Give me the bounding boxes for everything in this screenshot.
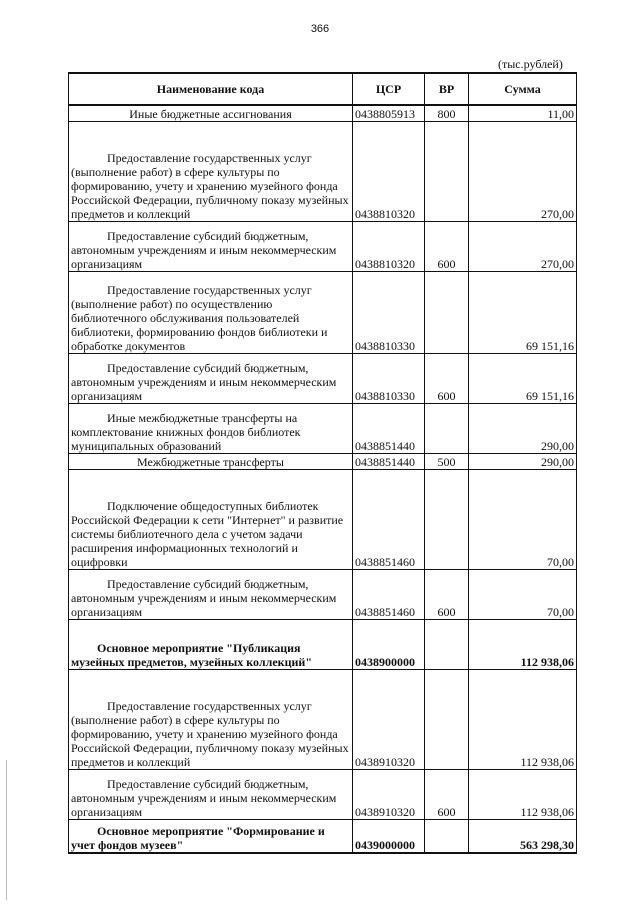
row-vr [425,403,469,453]
row-vr [425,469,469,569]
table-row [69,469,577,569]
table-row [69,121,577,221]
row-sum: 112 938,06 [469,669,577,769]
row-name [69,271,353,353]
row-vr: 600 [425,769,469,819]
row-name-text: Предоставление субсидий бюджетным, автономным учреждениям и иным некоммерческим организациям [71,576,337,619]
table-row [69,769,577,819]
header-sum: Сумма [469,73,577,105]
row-name-text: Основное мероприятие "Формирование и учет фондов музеев" [71,824,325,852]
row-csr: 0438851460 [353,569,425,619]
row-sum: 290,00 [469,403,577,453]
row-vr: 800 [425,105,469,121]
row-vr [425,619,469,669]
row-csr: 0438851440 [353,453,425,469]
row-sum: 112 938,06 [469,769,577,819]
row-name [69,403,353,453]
row-sum: 11,00 [469,105,577,121]
row-sum: 270,00 [469,221,577,271]
row-csr: 0438851460 [353,469,425,569]
row-name: Иные бюджетные ассигнования [69,105,353,121]
row-csr: 0438900000 [353,619,425,669]
row-csr: 0438851440 [353,403,425,453]
table-row [69,105,577,121]
row-name-text: Предоставление субсидий бюджетным, автономным учреждениям и иным некоммерческим организациям [71,360,337,403]
row-name [69,121,353,221]
row-name [69,819,353,853]
row-csr: 0439000000 [353,819,425,853]
row-name [69,619,353,669]
row-vr: 500 [425,453,469,469]
row-vr: 600 [425,221,469,271]
row-name-text: Подключение общедоступных библиотек Российской Федерации к сети "Интернет" и развитие системы библиотечного дела с учетом задачи расширения информационных технологий и оцифровки [71,498,344,569]
row-name [69,353,353,403]
header-vr: ВР [425,73,469,105]
row-csr: 0438810330 [353,353,425,403]
row-csr: 0438910320 [353,769,425,819]
row-name-text: Предоставление государственных услуг (выполнение работ) в сфере культуры по формированию, учету и хранению музейного фонда Российской Федерации, публичному показу музейных предметов и коллекций [71,698,349,769]
row-name: Межбюджетные трансферты [69,453,353,469]
row-name [69,469,353,569]
row-name [69,769,353,819]
row-vr [425,271,469,353]
row-sum: 112 938,06 [469,619,577,669]
header-name: Наименование кода [69,73,353,105]
row-name-text: Предоставление субсидий бюджетным, автономным учреждениям и иным некоммерческим организациям [71,776,337,819]
table-row [69,271,577,353]
table-row [69,619,577,669]
page-number: 366 [310,23,330,35]
scan-edge-line [6,760,7,900]
row-csr: 0438805913 [353,105,425,121]
row-csr: 0438910320 [353,669,425,769]
row-name-text: Предоставление государственных услуг (выполнение работ) в сфере культуры по формированию, учету и хранению музейного фонда Российской Федерации, публичному показу музейных предметов и коллекций [71,150,349,221]
row-sum: 70,00 [469,569,577,619]
row-csr: 0438810330 [353,271,425,353]
row-sum: 69 151,16 [469,271,577,353]
table-row [69,453,577,469]
units-label: (тыс.рублей) [498,57,563,71]
budget-table [68,72,577,854]
row-sum: 69 151,16 [469,353,577,403]
row-name [69,669,353,769]
table-row [69,403,577,453]
row-sum: 270,00 [469,121,577,221]
row-name-text: Предоставление субсидий бюджетным, автономным учреждениям и иным некоммерческим организациям [71,228,337,271]
table-row [69,353,577,403]
row-vr [425,121,469,221]
row-vr: 600 [425,353,469,403]
header-csr: ЦСР [353,73,425,105]
table-header-row [69,73,577,105]
row-csr: 0438810320 [353,121,425,221]
row-sum: 563 298,30 [469,819,577,853]
table-row [69,819,577,853]
table-row [69,221,577,271]
row-csr: 0438810320 [353,221,425,271]
row-name-text: Иные межбюджетные трансферты на комплектование книжных фондов библиотек муниципальных образований [71,410,301,453]
row-sum: 70,00 [469,469,577,569]
row-vr: 600 [425,569,469,619]
row-vr [425,669,469,769]
row-name [69,569,353,619]
table-row [69,669,577,769]
row-name-text: Основное мероприятие "Публикация музейных предметов, музейных коллекций" [71,640,312,669]
table-row [69,569,577,619]
row-name [69,221,353,271]
row-sum: 290,00 [469,453,577,469]
row-name-text: Предоставление государственных услуг (выполнение работ) по осуществлению библиотечного обслуживания пользователей библиотеки, формированию фондов библиотеки и обработке документов [71,282,328,353]
row-vr [425,819,469,853]
